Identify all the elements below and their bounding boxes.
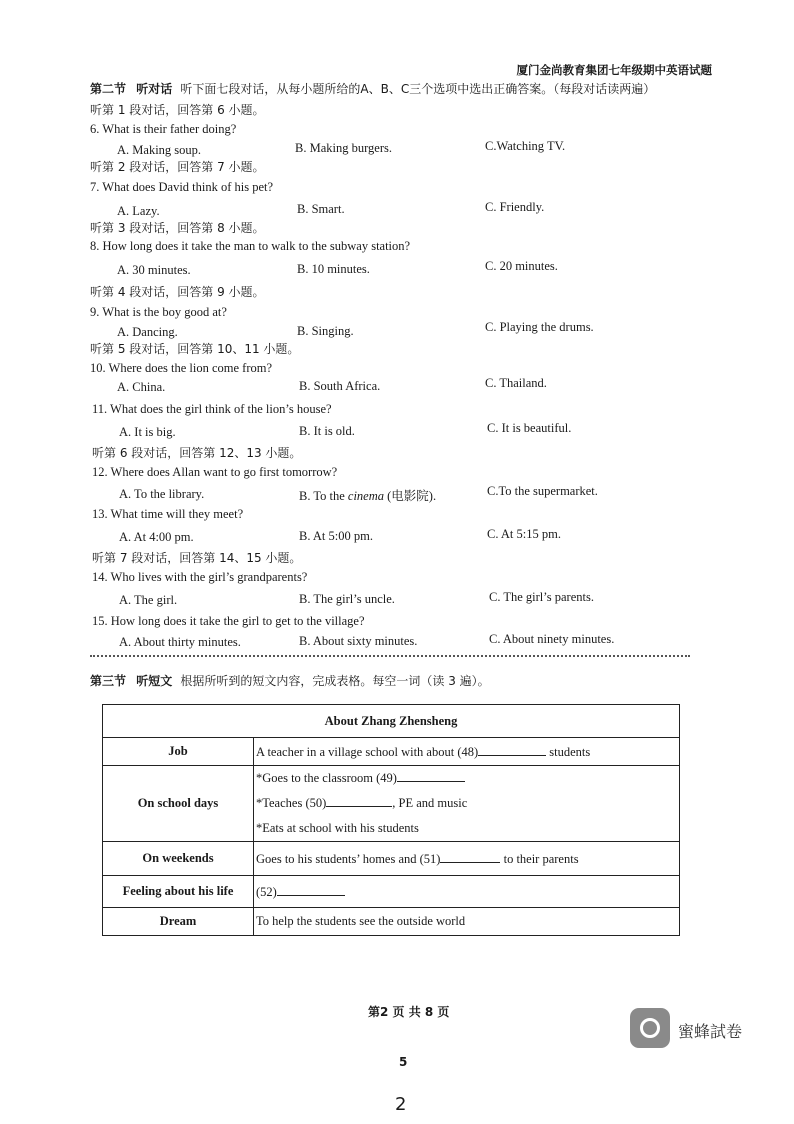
q8-option-b: B. 10 minutes. xyxy=(297,262,370,276)
q12-option-c: C.To the supermarket. xyxy=(487,484,598,498)
blank-51[interactable] xyxy=(440,850,500,863)
q10-option-c: C. Thailand. xyxy=(485,376,547,390)
q12-option-b-post: (电影院). xyxy=(384,489,437,503)
row-value-dream: To help the students see the outside world xyxy=(254,908,680,936)
job-text: A teacher in a village school with about (48) xyxy=(256,745,479,759)
q12-option-b-emphasis: cinema xyxy=(347,489,385,503)
dialogue-group-7: 听第 7 段对话，回答第 14、15 小题。 xyxy=(92,551,302,565)
q6-option-c: C.Watching TV. xyxy=(485,139,566,153)
question-13: 13. What time will they meet? xyxy=(92,507,244,521)
section2-label: 第二节 xyxy=(90,82,127,96)
section3-label: 第三节 xyxy=(90,674,127,688)
q11-option-b: B. It is old. xyxy=(299,424,355,438)
question-6: 6. What is their father doing? xyxy=(90,122,237,136)
row-label-weekends: On weekends xyxy=(103,842,254,876)
section3-instruction: 根据所听到的短文内容，完成表格。每空一词（读 3 遍）。 xyxy=(180,674,490,688)
q15-option-a: A. About thirty minutes. xyxy=(119,635,241,649)
page-footer: 第2 页 共 8 页 xyxy=(368,1005,450,1019)
row-label-job: Job xyxy=(103,738,254,766)
dialogue-group-4: 听第 4 段对话，回答第 9 小题。 xyxy=(90,285,265,299)
row-label-dream: Dream xyxy=(103,908,254,936)
watermark-text: 蜜蜂試卷 xyxy=(678,1022,743,1041)
q11-option-a: A. It is big. xyxy=(119,425,176,439)
q9-option-b: B. Singing. xyxy=(297,324,354,338)
dialogue-group-1: 听第 1 段对话，回答第 6 小题。 xyxy=(90,103,265,117)
row-label-feeling: Feeling about his life xyxy=(103,876,254,908)
question-11: 11. What does the girl think of the lion’s house? xyxy=(92,402,332,416)
blank-52[interactable] xyxy=(277,883,345,896)
q7-option-a: A. Lazy. xyxy=(117,204,160,218)
zhang-zhensheng-table xyxy=(102,704,680,936)
q10-option-b: B. South Africa. xyxy=(299,379,381,393)
section3-title xyxy=(90,672,490,689)
q14-option-a: A. The girl. xyxy=(119,593,178,607)
dialogue-group-2: 听第 2 段对话，回答第 7 小题。 xyxy=(90,160,265,174)
row-label-school-days: On school days xyxy=(103,766,254,842)
question-8: 8. How long does it take the man to walk to the subway station? xyxy=(90,239,411,253)
weekends-text: Goes to his students’ homes and (51) xyxy=(256,852,441,866)
q12-option-b xyxy=(299,486,436,504)
weekends-text-end: to their parents xyxy=(500,852,579,866)
q7-option-c: C. Friendly. xyxy=(485,200,545,214)
watermark-logo-icon xyxy=(630,1008,670,1048)
q9-option-a: A. Dancing. xyxy=(117,325,178,339)
question-14: 14. Who lives with the girl’s grandparents? xyxy=(92,570,308,584)
blank-49[interactable] xyxy=(397,769,465,782)
q6-option-b: B. Making burgers. xyxy=(295,141,392,155)
blank-48[interactable] xyxy=(478,743,546,756)
q14-option-c: C. The girl’s parents. xyxy=(489,590,594,604)
row-value-weekends xyxy=(254,842,680,876)
section3-name: 听短文 xyxy=(136,674,173,688)
dialogue-group-6: 听第 6 段对话，回答第 12、13 小题。 xyxy=(92,446,302,460)
question-7: 7. What does David think of his pet? xyxy=(90,180,274,194)
q12-option-b-pre: B. To the xyxy=(299,489,348,503)
q13-option-b: B. At 5:00 pm. xyxy=(299,529,373,543)
section2-name: 听对话 xyxy=(136,82,173,96)
q13-option-a: A. At 4:00 pm. xyxy=(119,530,194,544)
row-value-feeling xyxy=(254,876,680,908)
feeling-text: (52) xyxy=(256,885,277,899)
page-number-small: 5 xyxy=(399,1055,408,1069)
section2-instruction: 听下面七段对话，从每小题所给的A、B、C三个选项中选出正确答案。（每段对话读两遍） xyxy=(180,82,656,96)
school-days-line-2: *Teaches (50) xyxy=(256,796,327,810)
q6-option-a: A. Making soup. xyxy=(117,143,202,157)
section2-title xyxy=(90,80,655,97)
page-number-large: 2 xyxy=(395,1094,407,1115)
q9-option-c: C. Playing the drums. xyxy=(485,320,594,334)
question-12: 12. Where does Allan want to go first tomorrow? xyxy=(92,465,338,479)
dialogue-group-5: 听第 5 段对话，回答第 10、11 小题。 xyxy=(90,342,300,356)
section-divider xyxy=(90,655,690,657)
table-title: About Zhang Zhensheng xyxy=(103,705,680,738)
q8-option-a: A. 30 minutes. xyxy=(117,263,191,277)
q14-option-b: B. The girl’s uncle. xyxy=(299,592,395,606)
question-15: 15. How long does it take the girl to get to the village? xyxy=(92,614,365,628)
question-10: 10. Where does the lion come from? xyxy=(90,361,273,375)
q15-option-b: B. About sixty minutes. xyxy=(299,634,418,648)
dialogue-group-3: 听第 3 段对话，回答第 8 小题。 xyxy=(90,221,265,235)
school-days-line-1: *Goes to the classroom (49) xyxy=(256,771,397,785)
row-value-school-days xyxy=(254,766,680,842)
q10-option-a: A. China. xyxy=(117,380,166,394)
exam-header: 厦门金尚教育集团七年级期中英语试题 xyxy=(516,63,712,77)
blank-50[interactable] xyxy=(326,794,392,807)
school-days-line-3: *Eats at school with his students xyxy=(256,821,419,835)
q12-option-a: A. To the library. xyxy=(119,487,205,501)
q15-option-c: C. About ninety minutes. xyxy=(489,632,615,646)
q11-option-c: C. It is beautiful. xyxy=(487,421,572,435)
job-text-end: students xyxy=(546,745,591,759)
school-days-line-2-end: , PE and music xyxy=(392,796,468,810)
row-value-job xyxy=(254,738,680,766)
q8-option-c: C. 20 minutes. xyxy=(485,259,558,273)
question-9: 9. What is the boy good at? xyxy=(90,305,227,319)
q13-option-c: C. At 5:15 pm. xyxy=(487,527,561,541)
q7-option-b: B. Smart. xyxy=(297,202,345,216)
